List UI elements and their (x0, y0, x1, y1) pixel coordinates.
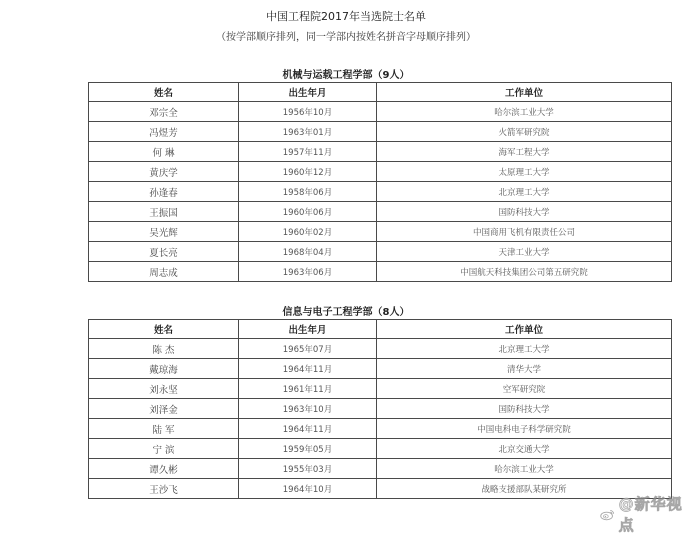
birth-cell: 1964年11月 (239, 419, 377, 439)
employer-cell: 哈尔滨工业大学 (377, 102, 672, 122)
table-header-row (89, 320, 672, 339)
birth-cell: 1964年11月 (239, 359, 377, 379)
table-row (89, 399, 672, 419)
table-row (89, 142, 672, 162)
watermark (600, 493, 692, 535)
table-row (89, 339, 672, 359)
table-row (89, 479, 672, 499)
table-row (89, 222, 672, 242)
birth-cell: 1961年11月 (239, 379, 377, 399)
birth-cell: 1960年02月 (239, 222, 377, 242)
birth-cell: 1960年06月 (239, 202, 377, 222)
birth-cell: 1963年01月 (239, 122, 377, 142)
roster-table-mechanical (88, 82, 672, 282)
birth-cell: 1955年03月 (239, 459, 377, 479)
name-cell: 戴琼海 (89, 359, 239, 379)
name-cell: 冯煜芳 (89, 122, 239, 142)
column-header-employer: 工作单位 (377, 320, 672, 339)
birth-cell: 1964年10月 (239, 479, 377, 499)
birth-cell: 1958年06月 (239, 182, 377, 202)
table-row (89, 182, 672, 202)
name-cell: 王振国 (89, 202, 239, 222)
name-cell: 吴光辉 (89, 222, 239, 242)
birth-cell: 1956年10月 (239, 102, 377, 122)
name-cell: 王沙飞 (89, 479, 239, 499)
name-cell: 夏长亮 (89, 242, 239, 262)
name-cell: 陈 杰 (89, 339, 239, 359)
section-heading-information: 信息与电子工程学部（8人） (282, 307, 410, 318)
name-cell: 宁 滨 (89, 439, 239, 459)
table-row (89, 419, 672, 439)
name-cell: 刘永坚 (89, 379, 239, 399)
employer-cell: 太原理工大学 (377, 162, 672, 182)
birth-cell: 1968年04月 (239, 242, 377, 262)
employer-cell: 战略支援部队某研究所 (377, 479, 672, 499)
employer-cell: 国防科技大学 (377, 399, 672, 419)
weibo-logo-icon (600, 508, 615, 521)
table-row (89, 262, 672, 282)
name-cell: 孙逢春 (89, 182, 239, 202)
column-header-employer: 工作单位 (377, 83, 672, 102)
document-title: 中国工程院2017年当选院士名单 (266, 10, 426, 23)
employer-cell: 中国商用飞机有限责任公司 (377, 222, 672, 242)
table-header-row (89, 83, 672, 102)
table-row (89, 102, 672, 122)
birth-cell: 1965年07月 (239, 339, 377, 359)
section-heading-mechanical: 机械与运载工程学部（9人） (282, 70, 410, 81)
table-row (89, 162, 672, 182)
table-row (89, 359, 672, 379)
employer-cell: 天津工业大学 (377, 242, 672, 262)
birth-cell: 1960年12月 (239, 162, 377, 182)
employer-cell: 国防科技大学 (377, 202, 672, 222)
table-row (89, 439, 672, 459)
table-row (89, 242, 672, 262)
birth-cell: 1963年10月 (239, 399, 377, 419)
employer-cell: 清华大学 (377, 359, 672, 379)
name-cell: 邓宗全 (89, 102, 239, 122)
birth-cell: 1957年11月 (239, 142, 377, 162)
employer-cell: 北京交通大学 (377, 439, 672, 459)
employer-cell: 海军工程大学 (377, 142, 672, 162)
name-cell: 周志成 (89, 262, 239, 282)
name-cell: 黄庆学 (89, 162, 239, 182)
employer-cell: 中国电科电子科学研究院 (377, 419, 672, 439)
document-subtitle: （按学部顺序排列，同一学部内按姓名拼音字母顺序排列） (216, 32, 476, 43)
employer-cell: 空军研究院 (377, 379, 672, 399)
name-cell: 刘泽金 (89, 399, 239, 419)
column-header-name: 姓名 (89, 320, 239, 339)
table-row (89, 379, 672, 399)
table-row (89, 459, 672, 479)
employer-cell: 哈尔滨工业大学 (377, 459, 672, 479)
employer-cell: 火箭军研究院 (377, 122, 672, 142)
column-header-birth: 出生年月 (239, 83, 377, 102)
birth-cell: 1959年05月 (239, 439, 377, 459)
employer-cell: 北京理工大学 (377, 339, 672, 359)
name-cell: 谭久彬 (89, 459, 239, 479)
table-row (89, 122, 672, 142)
name-cell: 何 琳 (89, 142, 239, 162)
name-cell: 陆 军 (89, 419, 239, 439)
column-header-birth: 出生年月 (239, 320, 377, 339)
employer-cell: 中国航天科技集团公司第五研究院 (377, 262, 672, 282)
birth-cell: 1963年06月 (239, 262, 377, 282)
watermark-text: @新华视点 (618, 495, 683, 534)
table-row (89, 202, 672, 222)
employer-cell: 北京理工大学 (377, 182, 672, 202)
column-header-name: 姓名 (89, 83, 239, 102)
roster-table-information (88, 319, 672, 499)
